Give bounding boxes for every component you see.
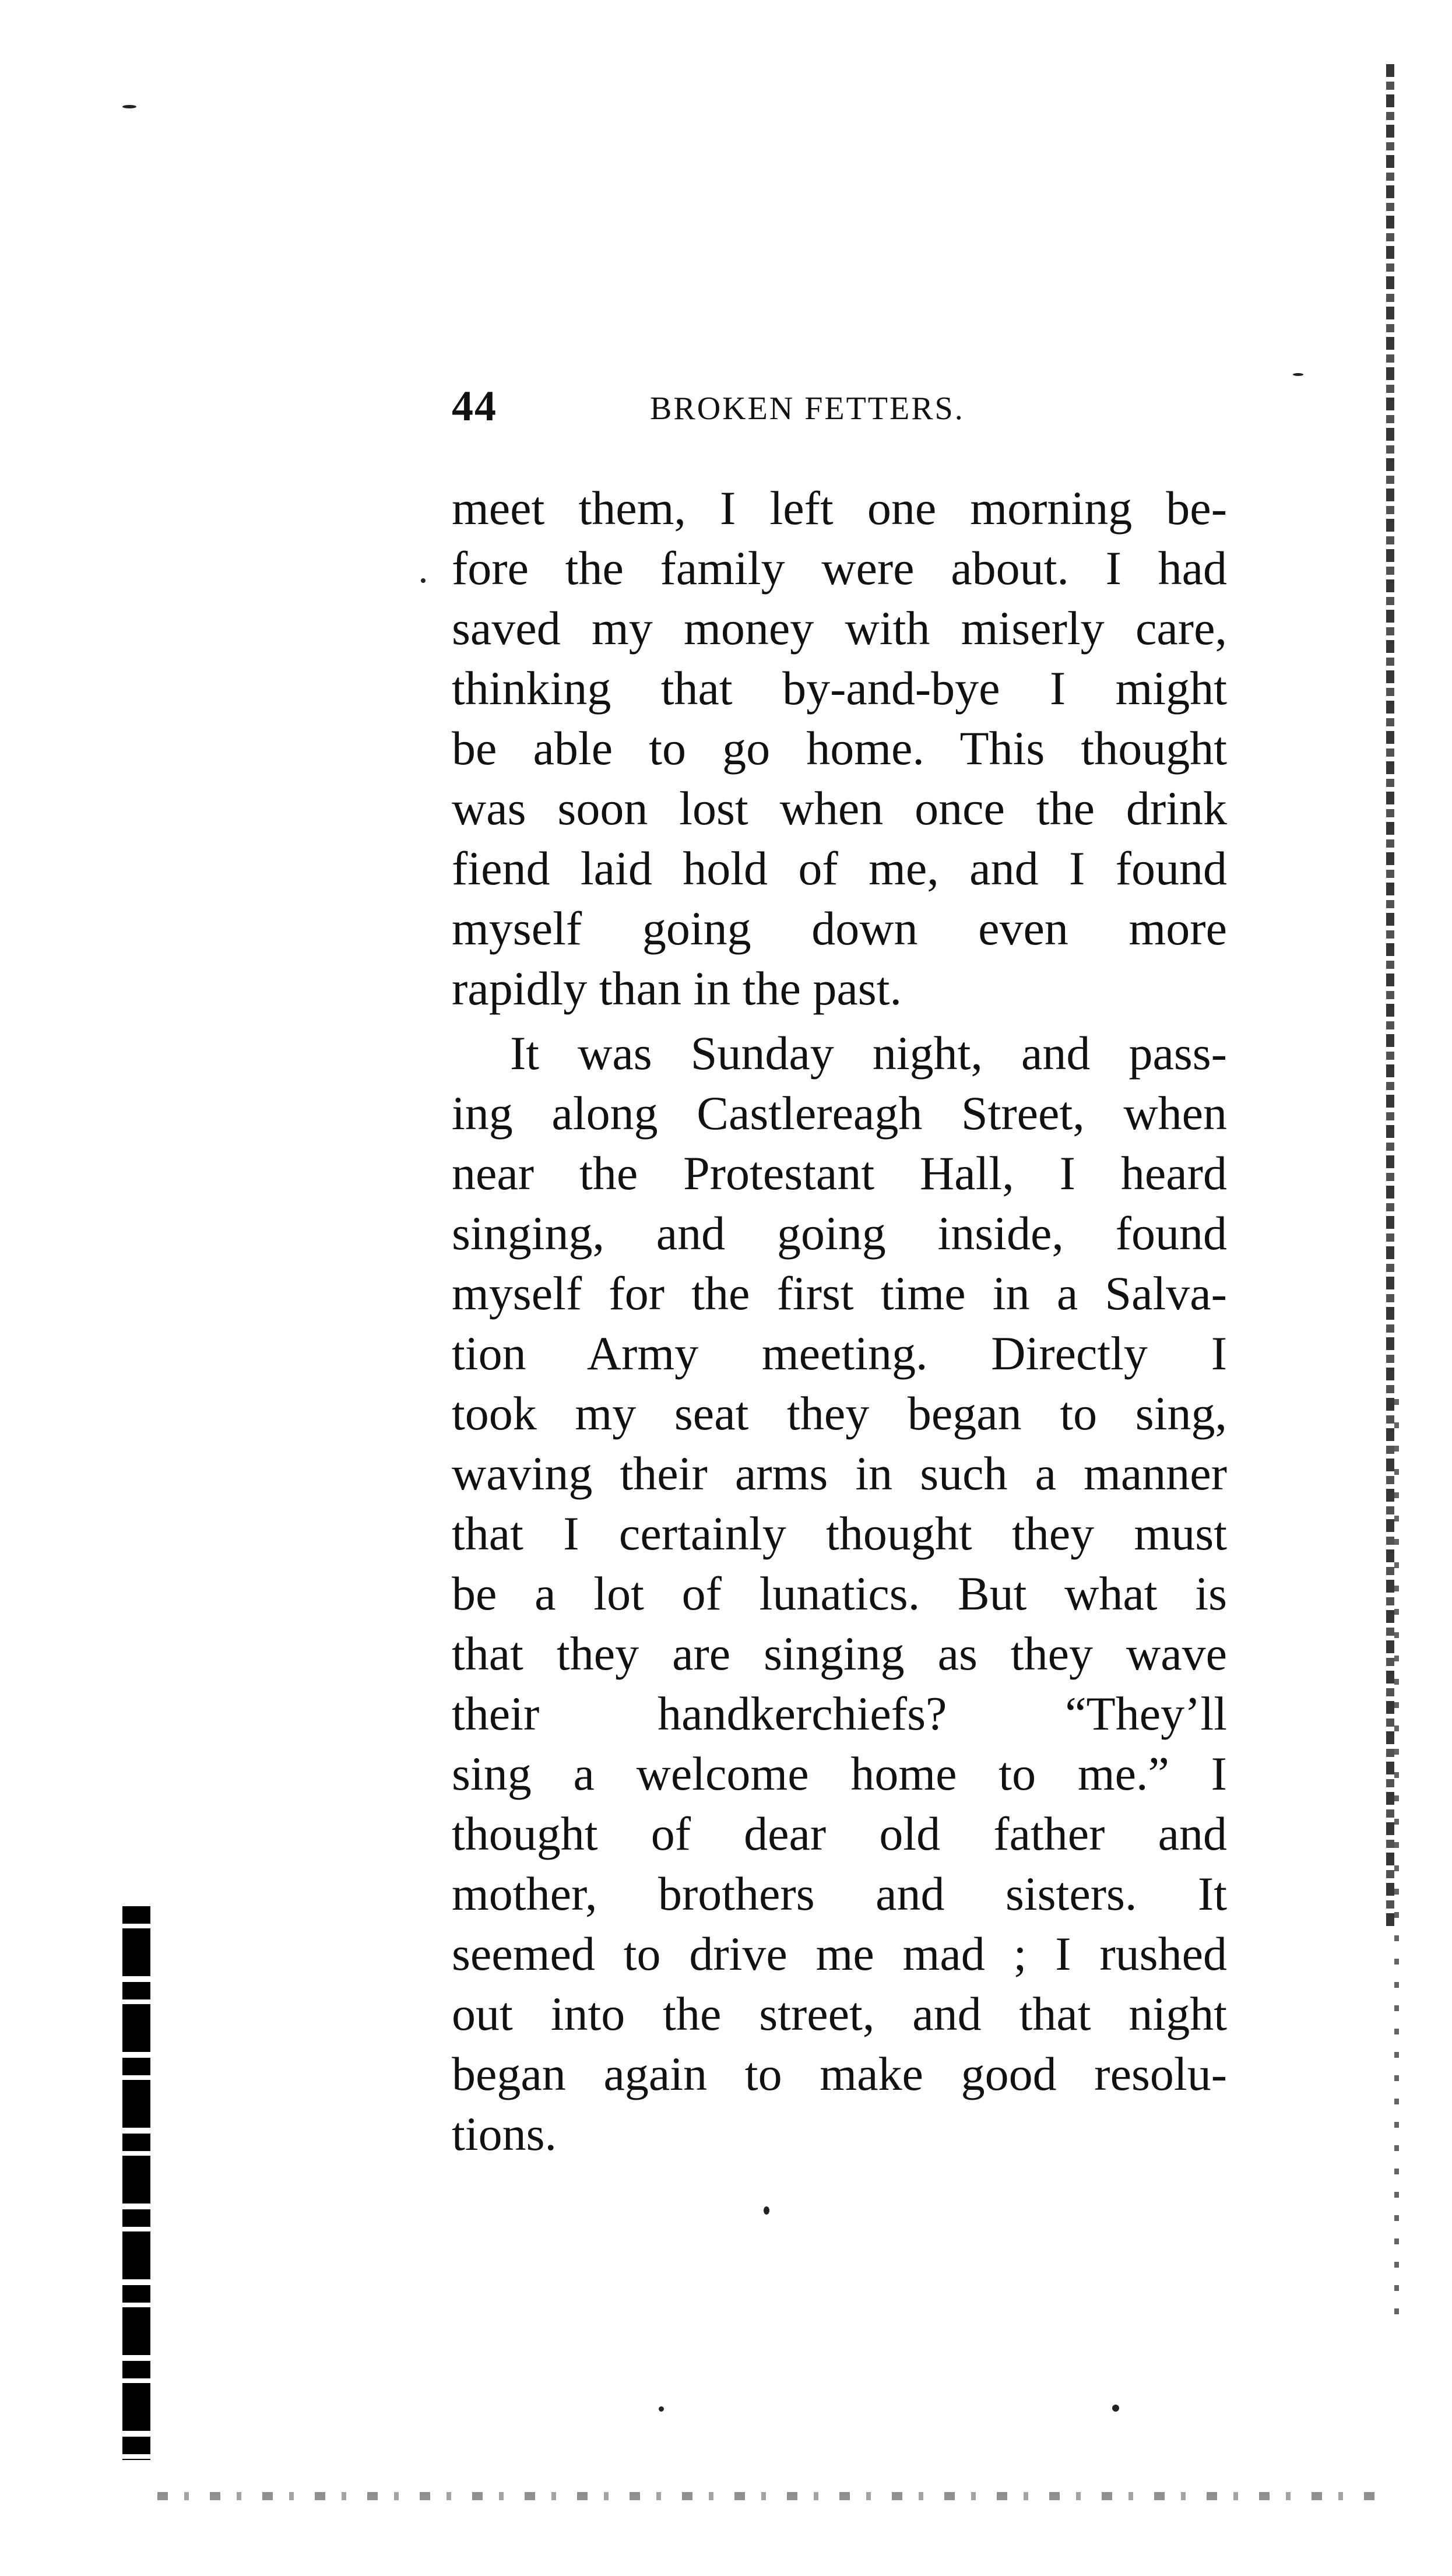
text-line: be able to go home. This thought	[452, 722, 1227, 775]
scan-speck	[421, 578, 426, 583]
text-line: meet them, I left one morning be-	[452, 482, 1227, 535]
text-line: sing a welcome home to me.” I	[452, 1747, 1227, 1800]
text-line: myself going down even more	[452, 902, 1227, 955]
text-line: ing along Castlereagh Street, when	[452, 1087, 1227, 1140]
text-line: thought of dear old father and	[452, 1807, 1227, 1860]
scan-edge-right	[1386, 64, 1394, 1930]
paragraph-gap	[452, 1018, 1227, 1023]
text-line: tions.	[452, 2107, 557, 2160]
text-line: out into the street, and that night	[452, 1987, 1227, 2040]
text-line: fiend laid hold of me, and I found	[452, 842, 1227, 895]
scan-speck	[1293, 373, 1303, 376]
text-line: began again to make good resolu-	[452, 2047, 1227, 2100]
paragraph-1	[452, 478, 1227, 1018]
text-line: that they are singing as they wave	[452, 1627, 1227, 1680]
text-line: tion Army meeting. Directly I	[452, 1327, 1227, 1380]
text-line: thinking that by-and-bye I might	[452, 662, 1227, 715]
text-line: took my seat they began to sing,	[452, 1387, 1227, 1440]
text-line: mother, brothers and sisters. It	[452, 1867, 1227, 1920]
text-line: fore the family were about. I had	[452, 542, 1227, 595]
scan-speck	[764, 2206, 769, 2215]
scan-edge-left-bars	[122, 1906, 150, 2460]
scan-edge-bottom	[157, 2492, 1381, 2500]
body-text	[452, 478, 1227, 2164]
page-number: 44	[452, 382, 497, 430]
text-line: singing, and going inside, found	[452, 1207, 1227, 1260]
text-line: near the Protestant Hall, I heard	[452, 1147, 1227, 1200]
scan-speck	[122, 105, 136, 108]
text-line: myself for the first time in a Salva-	[452, 1267, 1227, 1320]
text-line: be a lot of lunatics. But what is	[452, 1567, 1227, 1620]
running-head	[452, 382, 1227, 434]
text-line: saved my money with miserly care,	[452, 602, 1227, 655]
scan-speck	[1112, 2405, 1119, 2412]
text-line: seemed to drive me mad ; I rushed	[452, 1927, 1227, 1980]
text-line: It was Sunday night, and pass-	[510, 1027, 1227, 1080]
scan-edge-right-lower	[1394, 1399, 1399, 2332]
text-line: was soon lost when once the drink	[452, 782, 1227, 835]
text-line: waving their arms in such a manner	[452, 1447, 1227, 1500]
paragraph-2	[452, 1023, 1227, 2164]
text-line: rapidly than in the past.	[452, 962, 902, 1015]
running-title: BROKEN FETTERS.	[650, 391, 965, 427]
text-line: their handkerchiefs? “They’ll	[452, 1687, 1227, 1740]
scan-speck	[659, 2406, 664, 2412]
text-line: that I certainly thought they must	[452, 1507, 1227, 1560]
